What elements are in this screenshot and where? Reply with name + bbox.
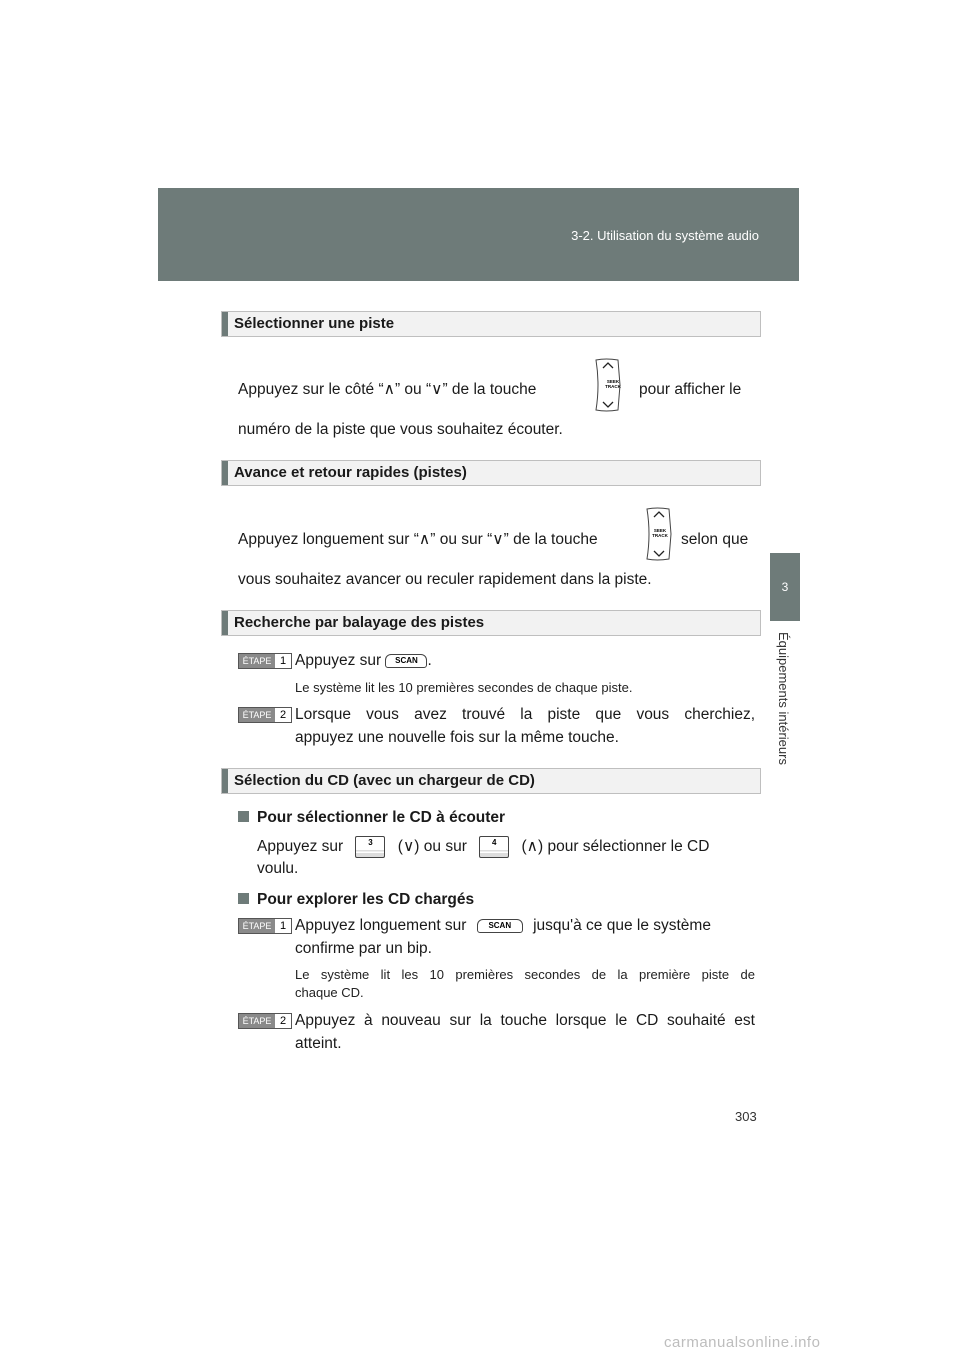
disc-4-button-icon: 4 <box>479 836 509 858</box>
text: Appuyez sur le côté “∧” ou “∨” de la touche <box>238 381 537 398</box>
step-label: ÉTAPE <box>239 919 275 933</box>
scan-button-icon: SCAN <box>385 654 427 668</box>
step-number: 1 <box>275 654 291 668</box>
step-badge-1 <box>238 653 292 669</box>
text: Pour sélectionner le CD à écouter <box>257 809 506 826</box>
chapter-label: Équipements intérieurs <box>776 632 791 765</box>
seek-label-2: TRACK <box>652 533 668 538</box>
paragraph <box>639 379 759 400</box>
watermark: carmanualsonline.info <box>664 1334 821 1351</box>
text: Appuyez sur <box>295 652 382 669</box>
text: jusqu'à ce que le système <box>533 917 711 934</box>
bullet-heading <box>238 891 474 909</box>
step-badge-2 <box>238 707 292 723</box>
section-header-cd-select <box>221 768 761 794</box>
step-label: ÉTAPE <box>239 708 275 722</box>
seek-track-button-icon <box>592 358 622 412</box>
text: Appuyez sur <box>257 838 344 856</box>
page-number: 303 <box>735 1109 757 1124</box>
seek-label-1: SEEK <box>653 528 667 533</box>
seek-track-button-icon <box>643 507 673 561</box>
note: chaque CD. <box>295 985 364 1000</box>
section-title: Sélection du CD (avec un chargeur de CD) <box>234 772 535 789</box>
scan-button-icon: SCAN <box>477 919 523 933</box>
text: . <box>427 652 432 669</box>
step-number: 2 <box>275 708 291 722</box>
text: (∧) pour sélectionner le CD <box>521 838 710 856</box>
section-title: Sélectionner une piste <box>234 315 395 332</box>
text: selon que <box>681 531 749 548</box>
paragraph: confirme par un bip. <box>295 940 432 957</box>
text: vous souhaitez avancer ou reculer rapidement dans la piste. <box>238 571 652 588</box>
section-header-fast-forward <box>221 460 761 486</box>
bullet-square-icon <box>238 811 249 822</box>
paragraph: voulu. <box>257 860 299 877</box>
paragraph <box>681 529 761 550</box>
section-bar <box>222 769 228 793</box>
section-header-scan <box>221 610 761 636</box>
paragraph: atteint. <box>295 1035 342 1052</box>
text: numéro de la piste que vous souhaitez écouter. <box>238 421 563 438</box>
text: Appuyez longuement sur <box>295 917 467 934</box>
paragraph <box>238 529 758 550</box>
section-breadcrumb: 3-2. Utilisation du système audio <box>571 228 759 243</box>
step-label: ÉTAPE <box>239 654 275 668</box>
section-bar <box>222 312 228 336</box>
paragraph: appuyez une nouvelle fois sur la même touche. <box>295 729 619 746</box>
section-title: Recherche par balayage des pistes <box>234 614 485 631</box>
step-number: 2 <box>275 1014 291 1028</box>
chapter-label-wrap <box>776 632 791 765</box>
text: (∨) ou sur <box>397 838 467 856</box>
step-badge-1 <box>238 918 292 934</box>
text: Pour explorer les CD chargés <box>257 891 475 908</box>
step-label: ÉTAPE <box>239 1014 275 1028</box>
paragraph <box>238 569 758 590</box>
section-title: Avance et retour rapides (pistes) <box>234 464 467 481</box>
paragraph <box>295 650 755 671</box>
text: Appuyez longuement sur “∧” ou sur “∨” de la touche <box>238 531 598 548</box>
text: pour afficher le <box>639 381 742 398</box>
seek-label-1: SEEK <box>606 379 620 384</box>
section-bar <box>222 461 228 485</box>
step-badge-2 <box>238 1013 292 1029</box>
header-band <box>158 188 799 281</box>
seek-label-2: TRACK <box>605 384 621 389</box>
paragraph: Appuyez à nouveau sur la touche lorsque le CD souhaité est <box>295 1012 755 1029</box>
paragraph: Lorsque vous avez trouvé la piste que vous cherchiez, <box>295 706 755 723</box>
note: Le système lit les 10 premières secondes de chaque piste. <box>295 680 633 695</box>
section-header-select-track <box>221 311 761 337</box>
paragraph <box>295 915 755 936</box>
paragraph <box>238 419 758 440</box>
section-bar <box>222 611 228 635</box>
paragraph <box>257 836 757 858</box>
note: Le système lit les 10 premières secondes de la première piste de <box>295 967 755 982</box>
bullet-square-icon <box>238 893 249 904</box>
chapter-tab: 3 <box>770 553 800 621</box>
disc-3-button-icon: 3 <box>355 836 385 858</box>
bullet-heading <box>238 809 505 827</box>
step-number: 1 <box>275 919 291 933</box>
